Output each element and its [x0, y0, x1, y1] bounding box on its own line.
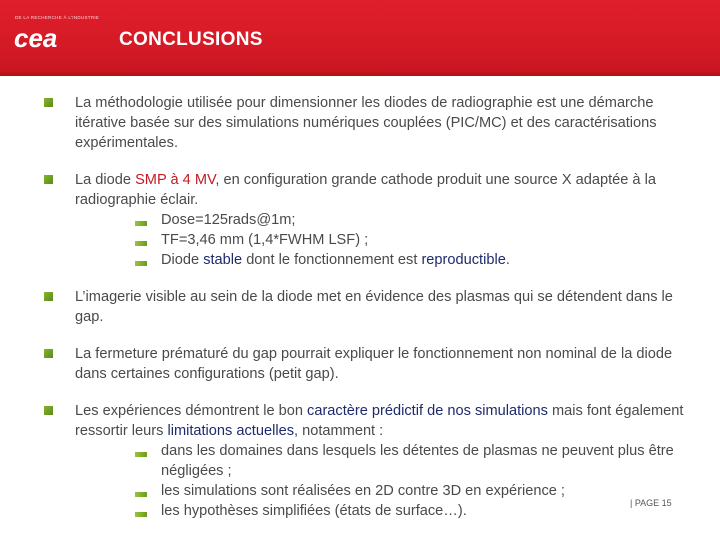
bullet-item [44, 170, 694, 270]
sub-bullet [75, 481, 694, 501]
sub-bullet-text: les hypothèses simplifiées (états de surface…). [161, 503, 467, 519]
bullet-item [44, 93, 694, 153]
dash-bullet-icon [135, 221, 147, 226]
page-number: | PAGE 15 [630, 498, 672, 508]
square-bullet-icon [44, 292, 53, 301]
bullet-item [44, 287, 694, 327]
dash-bullet-icon [135, 452, 147, 457]
sub-bullet [75, 250, 694, 270]
bullet-text: La fermeture prématuré du gap pourrait expliquer le fonctionnement non nominal de la diode dans certaines configurations (petit gap). [75, 346, 673, 382]
bullet-text-post: , en configuration grande cathode produit une source X adaptée à la radiographie éclair. [75, 172, 656, 208]
highlight-smp: SMP à 4 MV [135, 172, 216, 188]
bullet-item [44, 401, 694, 521]
dash-bullet-icon [135, 512, 147, 517]
cea-logo [14, 26, 92, 52]
sub-bullet-text: dans les domaines dans lesquels les détentes de plasmas ne peuvent plus être négligées ; [161, 443, 674, 479]
square-bullet-icon [44, 406, 53, 415]
content-body [44, 93, 694, 538]
header-tagline: DE LA RECHERCHE À L’INDUSTRIE [15, 15, 100, 20]
dash-bullet-icon [135, 241, 147, 246]
highlight-reproductible: reproductible [421, 252, 506, 268]
bullet-text: Les expériences démontrent le bon [75, 403, 308, 419]
sub-bullet-text: . [505, 252, 510, 268]
bullet-text: L’imagerie visible au sein de la diode met en évidence des plasmas qui se détendent dans le gap. [75, 289, 673, 325]
bullet-text: La méthodologie utilisée pour dimensionner les diodes de radiographie est une démarche itérative basée sur des simulations numériques couplées (PIC/MC) et des caractérisations expérimentales. [75, 95, 657, 151]
dash-bullet-icon [135, 261, 147, 266]
highlight-predictive: caractère prédictif de nos simulations [307, 403, 548, 419]
square-bullet-icon [44, 98, 53, 107]
bullet-item [44, 344, 694, 384]
sub-bullet-text: Dose=125rads@1m; [161, 212, 296, 228]
sub-bullet [75, 441, 694, 481]
page-title: CONCLUSIONS [119, 29, 263, 50]
sub-bullet-text: Diode [161, 252, 204, 268]
sub-bullet-text: TF=3,46 mm (1,4*FWHM LSF) ; [161, 232, 369, 248]
dash-bullet-icon [135, 492, 147, 497]
header-banner [0, 0, 720, 76]
bullet-text: , notamment : [294, 423, 384, 439]
square-bullet-icon [44, 349, 53, 358]
sub-bullet-text: dont le fonctionnement est [242, 252, 422, 268]
logo-text: cea [14, 26, 58, 52]
highlight-limitations: limitations actuelles [167, 423, 294, 439]
bullet-text-pre: La diode [75, 172, 136, 188]
sub-bullet [75, 210, 694, 230]
sub-bullet [75, 230, 694, 250]
bullet-text: mais font également ressortir leurs [75, 403, 684, 439]
sub-bullet-text: les simulations sont réalisées en 2D contre 3D en expérience ; [161, 483, 565, 499]
highlight-stable: stable [203, 252, 243, 268]
square-bullet-icon [44, 175, 53, 184]
sub-bullet [75, 501, 694, 521]
